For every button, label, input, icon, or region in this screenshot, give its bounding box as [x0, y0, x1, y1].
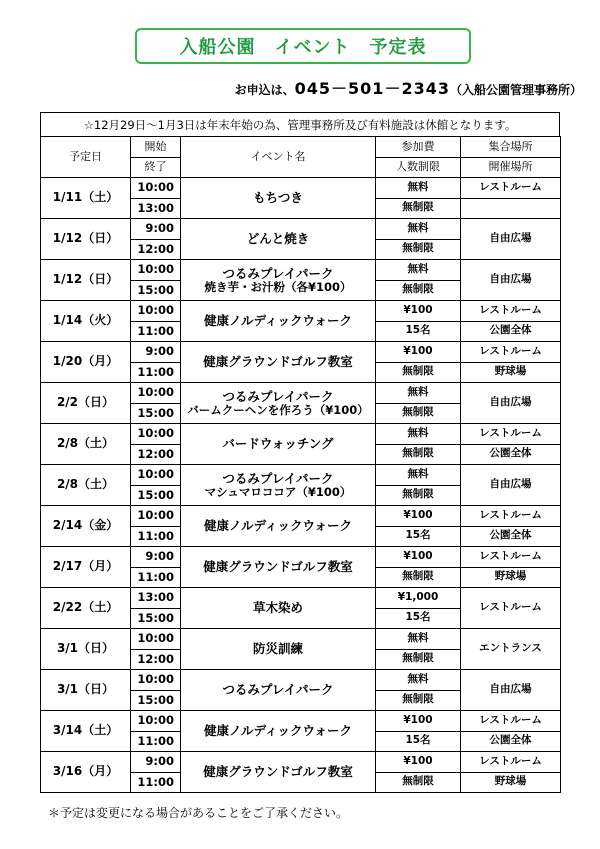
event-meet-place: レストルーム: [461, 301, 561, 322]
header-fee: 参加費: [376, 137, 461, 158]
event-end-time: 11:00: [131, 321, 181, 342]
event-name: [181, 752, 376, 793]
event-end-time: 15:00: [131, 485, 181, 506]
event-meet-place: レストルーム: [461, 506, 561, 527]
event-venue: 野球場: [461, 772, 561, 793]
event-date: 1/14（火）: [41, 301, 131, 342]
event-fee: ¥1,000: [376, 588, 461, 609]
event-place: 自由広場: [461, 465, 561, 506]
table-header-row: [41, 137, 561, 158]
event-start-time: 10:00: [131, 424, 181, 445]
table-row: [41, 424, 561, 445]
table-row: [41, 342, 561, 363]
event-end-time: 15:00: [131, 280, 181, 301]
contact-phone: 045－501－2343: [294, 79, 450, 98]
event-name-line: つるみプレイパーク: [222, 388, 334, 404]
event-name-line: どんと焼き: [246, 231, 310, 247]
holiday-notice: ☆12月29日～1月3日は年末年始の為、管理事務所及び有料施設は休館となります。: [40, 112, 560, 136]
event-venue: 公園全体: [461, 444, 561, 465]
event-capacity: 15名: [376, 731, 461, 752]
event-end-time: 15:00: [131, 403, 181, 424]
table-row: [41, 547, 561, 568]
event-fee: ¥100: [376, 547, 461, 568]
header-event: イベント名: [181, 137, 376, 178]
event-end-time: 12:00: [131, 444, 181, 465]
event-capacity: 無制限: [376, 280, 461, 301]
event-capacity: 無制限: [376, 567, 461, 588]
event-date: 1/12（日）: [41, 260, 131, 301]
event-date: 1/11（土）: [41, 178, 131, 219]
event-name-line: 健康グラウンドゴルフ教室: [203, 764, 353, 780]
event-name: [181, 342, 376, 383]
event-name: [181, 465, 376, 506]
event-end-time: 12:00: [131, 239, 181, 260]
event-start-time: 13:00: [131, 588, 181, 609]
page-title: 入船公園 イベント 予定表: [135, 28, 471, 64]
event-end-time: 11:00: [131, 731, 181, 752]
event-venue: 公園全体: [461, 526, 561, 547]
event-name: [181, 178, 376, 219]
table-row: [41, 588, 561, 609]
event-meet-place: レストルーム: [461, 711, 561, 732]
event-capacity: 無制限: [376, 649, 461, 670]
event-capacity: 無制限: [376, 198, 461, 219]
event-name-line: 健康ノルディックウォーク: [203, 723, 352, 739]
event-name: [181, 547, 376, 588]
event-venue: 野球場: [461, 362, 561, 383]
event-meet-place: レストルーム: [461, 752, 561, 773]
event-meet-place: レストルーム: [461, 424, 561, 445]
event-meet-place: レストルーム: [461, 342, 561, 363]
event-start-time: 9:00: [131, 752, 181, 773]
event-end-time: 12:00: [131, 649, 181, 670]
event-name-line: バードウォッチング: [222, 436, 334, 452]
event-fee: ¥100: [376, 301, 461, 322]
event-name: [181, 260, 376, 301]
event-fee: ¥100: [376, 506, 461, 527]
footnote: ＊予定は変更になる場合があることをご了承ください。: [48, 806, 349, 820]
event-name: [181, 588, 376, 629]
event-capacity: 15名: [376, 608, 461, 629]
event-fee: 無料: [376, 465, 461, 486]
contact-info: [235, 76, 582, 99]
header-end: 終了: [131, 157, 181, 178]
event-date: 1/12（日）: [41, 219, 131, 260]
event-start-time: 10:00: [131, 465, 181, 486]
event-name-line: 健康グラウンドゴルフ教室: [203, 559, 353, 575]
event-fee: 無料: [376, 260, 461, 281]
table-row: [41, 670, 561, 691]
event-start-time: 10:00: [131, 711, 181, 732]
event-fee: 無料: [376, 670, 461, 691]
event-end-time: 11:00: [131, 772, 181, 793]
event-date: 2/14（金）: [41, 506, 131, 547]
event-date: 1/20（月）: [41, 342, 131, 383]
table-row: [41, 178, 561, 199]
event-start-time: 10:00: [131, 178, 181, 199]
event-start-time: 9:00: [131, 547, 181, 568]
event-venue: [461, 198, 561, 219]
event-start-time: 10:00: [131, 383, 181, 404]
event-place: レストルーム: [461, 588, 561, 629]
event-name-line: つるみプレイパーク: [222, 470, 334, 486]
header-meet: 集合場所: [461, 137, 561, 158]
event-name: [181, 711, 376, 752]
event-date: 2/8（土）: [41, 424, 131, 465]
event-fee: ¥100: [376, 342, 461, 363]
contact-office: （入船公園管理事務所）: [449, 83, 582, 97]
event-start-time: 10:00: [131, 629, 181, 650]
event-capacity: 無制限: [376, 772, 461, 793]
table-row: [41, 752, 561, 773]
event-capacity: 15名: [376, 321, 461, 342]
event-date: 2/17（月）: [41, 547, 131, 588]
table-row: [41, 506, 561, 527]
event-name: [181, 424, 376, 465]
event-fee: 無料: [376, 219, 461, 240]
header-venue: 開催場所: [461, 157, 561, 178]
header-capacity: 人数制限: [376, 157, 461, 178]
table-row: [41, 465, 561, 486]
event-meet-place: レストルーム: [461, 547, 561, 568]
event-end-time: 15:00: [131, 690, 181, 711]
event-name-line: 草木染め: [252, 600, 303, 616]
event-name-subline: マシュマロココア（¥100）: [204, 484, 352, 499]
event-place: エントランス: [461, 629, 561, 670]
event-name: [181, 301, 376, 342]
event-end-time: 15:00: [131, 608, 181, 629]
event-date: 2/2（日）: [41, 383, 131, 424]
event-name-line: 健康グラウンドゴルフ教室: [203, 354, 353, 370]
event-fee: ¥100: [376, 752, 461, 773]
header-date: 予定日: [41, 137, 131, 178]
event-name: [181, 629, 376, 670]
event-end-time: 11:00: [131, 567, 181, 588]
event-capacity: 無制限: [376, 403, 461, 424]
event-venue: 野球場: [461, 567, 561, 588]
event-name-line: つるみプレイパーク: [222, 682, 334, 698]
event-start-time: 10:00: [131, 506, 181, 527]
table-row: [41, 219, 561, 240]
header-start: 開始: [131, 137, 181, 158]
event-start-time: 10:00: [131, 670, 181, 691]
event-name-line: 健康ノルディックウォーク: [203, 313, 352, 329]
event-date: 2/22（土）: [41, 588, 131, 629]
event-capacity: 無制限: [376, 444, 461, 465]
event-start-time: 9:00: [131, 342, 181, 363]
event-fee: ¥100: [376, 711, 461, 732]
contact-prefix: お申込は、: [234, 83, 295, 97]
event-fee: 無料: [376, 629, 461, 650]
event-venue: 公園全体: [461, 321, 561, 342]
table-row: [41, 629, 561, 650]
event-end-time: 13:00: [131, 198, 181, 219]
event-place: 自由広場: [461, 260, 561, 301]
event-date: 3/1（日）: [41, 670, 131, 711]
event-name: [181, 506, 376, 547]
event-schedule-table: [40, 136, 561, 793]
event-name-line: 健康ノルディックウォーク: [203, 518, 352, 534]
event-date: 3/14（土）: [41, 711, 131, 752]
event-start-time: 10:00: [131, 260, 181, 281]
event-name-line: もちつき: [253, 190, 303, 206]
event-fee: 無料: [376, 383, 461, 404]
event-start-time: 9:00: [131, 219, 181, 240]
event-name: [181, 670, 376, 711]
event-place: 自由広場: [461, 219, 561, 260]
event-end-time: 11:00: [131, 362, 181, 383]
event-name: [181, 383, 376, 424]
table-row: [41, 383, 561, 404]
event-name: [181, 219, 376, 260]
table-row: [41, 711, 561, 732]
event-date: 3/16（月）: [41, 752, 131, 793]
event-date: 2/8（土）: [41, 465, 131, 506]
event-date: 3/1（日）: [41, 629, 131, 670]
event-capacity: 無制限: [376, 239, 461, 260]
event-name-subline: 焼き芋・お汁粉（各¥100）: [204, 279, 352, 294]
event-start-time: 10:00: [131, 301, 181, 322]
table-row: [41, 301, 561, 322]
event-capacity: 無制限: [376, 485, 461, 506]
event-name-line: 防災訓練: [252, 641, 303, 657]
event-name-subline: バームクーヘンを作ろう（¥100）: [187, 402, 369, 417]
event-place: 自由広場: [461, 383, 561, 424]
event-capacity: 15名: [376, 526, 461, 547]
event-name-line: つるみプレイパーク: [222, 265, 334, 281]
table-row: [41, 260, 561, 281]
event-capacity: 無制限: [376, 362, 461, 383]
event-fee: 無料: [376, 178, 461, 199]
event-venue: 公園全体: [461, 731, 561, 752]
event-meet-place: レストルーム: [461, 178, 561, 199]
event-capacity: 無制限: [376, 690, 461, 711]
event-fee: 無料: [376, 424, 461, 445]
event-end-time: 11:00: [131, 526, 181, 547]
event-place: 自由広場: [461, 670, 561, 711]
